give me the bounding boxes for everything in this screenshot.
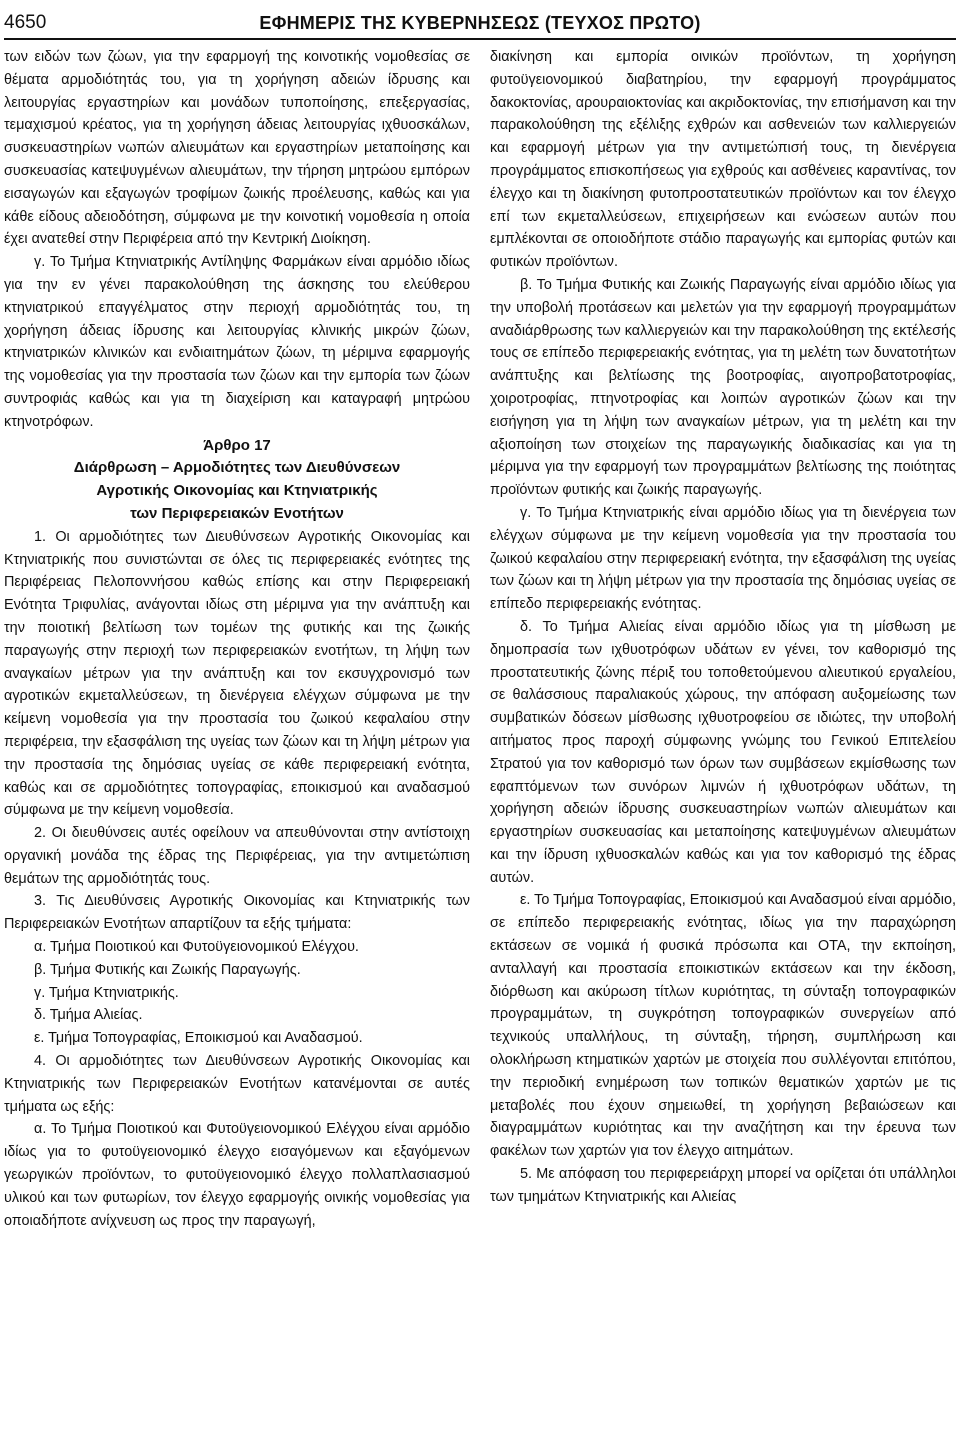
text-columns: [4, 46, 956, 1232]
paragraph: γ. Το Τμήμα Κτηνιατρικής είναι αρμόδιο ιδίως για τη διενέργεια των ελέγχων σύμφωνα με την κείμενη νομοθεσία για την προστασία του ζωικού κεφαλαίου στην περιφερειακή ενότητα, την εξασφάλιση της υγείας των ζώων και τη λήψη μέτρων για την προστασία της δημόσιας υγείας σε επίπεδο περιφερειακής ενότητας.: [490, 504, 956, 613]
paragraph: γ. Το Τμήμα Κτηνιατρικής Αντίληψης Φαρμάκων είναι αρμόδιο ιδίως για την εν γένει παρακολούθηση της άσκησης του ελεύθερου κτηνιατρικού επαγγέλματος στην περιοχή αρμοδιότητάς του, τη χορήγηση άδειας ίδρυσης και λειτουργίας κλινικής μικρών ζώων, κτηνιατρικών κλινικών και ενδιαιτημάτων ζώων, τη μέριμνα εφαρμογής της νομοθεσίας για την προστασία των ζώων και την εμπορία των ζώων συντροφιάς καθώς και για τη διαχείριση και καταγραφή μητρώου κτηνοτρόφων.: [4, 254, 470, 430]
paragraph: των ειδών των ζώων, για την εφαρμογή της κοινοτικής νομοθεσίας σε θέματα αρμοδιότητάς του, για τη χορήγηση αδειών ίδρυσης και λειτουργίας εργαστηρίων και μονάδων τυποποίησης, επεξεργασίας, τεμαχισμού κρέατος, για τη χορήγηση άδειας λειτουργίας ιχθυοσκάλων, συσκευαστηρίων νωπών αλιευμάτων και εργαστηρίων μεταποίησης και συσκευασίας κατεψυγμένων αλιευμάτων, την τήρηση μητρώου εμπόρων εισαγωγών και εξαγωγών τροφίμων ζωικής προέλευσης, καθώς και για κάθε είδους αδειοδότηση, σύμφωνα με την κοινοτική νομοθεσία η οποία έχει ανατεθεί στην Περιφέρεια από την Κεντρική Διοίκηση.: [4, 49, 470, 248]
list-item: ε. Τμήμα Τοπογραφίας, Εποικισμού και Αναδασμού.: [34, 1030, 363, 1047]
paragraph: α. Το Τμήμα Ποιοτικού και Φυτοϋγειονομικού Ελέγχου είναι αρμόδιο ιδίως για το φυτοϋγειονομικό έλεγχο εισαγόμενων και εξαγόμενων γεωργικών προϊόντων, το φυτοϋγειονομικό έλεγχο πολλαπλασιασμού υλικού και των φυτωρίων, τον έλεγχο εφαρμογής οινικής νομοθεσίας για οποιαδήποτε ανίχνευση ως προς την παραγωγή,: [4, 1121, 470, 1229]
article-number: Άρθρο 17: [203, 436, 271, 454]
article-heading: [4, 435, 470, 526]
paragraph: 1. Οι αρμοδιότητες των Διευθύνσεων Αγροτικής Οικονομίας και Κτηνιατρικής που συνιστώνται σε όλες τις περιφερειακές ενότητες της Περιφέρειας Πελοποννήσου καθώς επίσης και στην Περιφερειακή Ενότητα Τριφυλίας, ανάγονται ιδίως στη μέριμνα για την ανάπτυξη και την ποιοτική βελτίωση των τομέων της φυτικής και της ζωικής παραγωγής στην περιοχή των περιφερειακών ενοτήτων, τη λήψη των αναγκαίων μέτρων για την ανάπτυξη και τον εκσυγχρονισμό των αγροτικών εκμεταλλεύσεων, τη διενέργεια ελέγχων σύμφωνα με την κείμενη νομοθεσία για την προστασία του ζωικού κεφαλαίου στην περιφέρεια, την εξασφάλιση της υγείας των ζώων και τη λήψη μέτρων για την προστασία της δημόσιας υγείας σε κάθε περιφερειακή ενότητα, καθώς και σε αρμοδιότητες τοπογραφίας, εποικισμού και αναδασμού σύμφωνα με την κείμενη νομοθεσία.: [4, 528, 470, 819]
paragraph: ε. Το Τμήμα Τοπογραφίας, Εποικισμού και Αναδασμού είναι αρμόδιο, σε επίπεδο περιφερειακής ενότητας, ιδίως για την παραχώρηση εκτάσεων σε νομικά ή φυσικά πρόσωπα και ΟΤΑ, την εκποίηση, ανταλλαγή και προστασία εποικιστικών εκτάσεων και την έκδοση, διόρθωση και ακύρωση τίτλων κυριότητας, τη σύνταξη τοπογραφικών προγραμμάτων, τη συγκρότηση τοπογραφικών συνεργείων από τεχνικούς υπαλλήλους, τη σύνταξη, τήρηση, συμπλήρωση και ολοκλήρωση κτηματικών χαρτών με στοιχεία που συλλέγονται επιτόπου, την περιοδική ενημέρωση των τοπικών θεματικών χαρτών με τις μεταβολές που έχουν σημειωθεί, τη χορήγηση βεβαιώσεων και διαγραμμάτων κυριότητας και την αναζήτηση και την έρευνα των φακέλων των χαρτών για τον έλεγχο αιτημάτων.: [490, 892, 956, 1160]
page-header: [4, 6, 956, 40]
list-item: γ. Τμήμα Κτηνιατρικής.: [34, 984, 179, 1001]
paragraph: διακίνηση και εμπορία οινικών προϊόντων, τη χορήγηση φυτοϋγειονομικού διαβατηρίου, την εφαρμογή προγράμματος δακοκτονίας, αρουραιοκτονίας και ακριδοκτονίας, την επισήμανση και την παρακολούθηση της εξέλιξης εχθρών και ασθενειών των καλλιεργειών και εφαρμογή μέτρων για την αντιμετώπισή τους, τη διενέργεια προγράμματος επισκοπήσεως για εχθρούς και ασθένειες καραντίνας, τον έλεγχο και τη διακίνηση φυτοπροστατευτικών προϊόντων και τον έλεγχο επί των εκμεταλλεύσεων, επιχειρήσεων και ενώσεων αυτών που εμπλέκονται σε οποιοδήποτε στάδιο παραγωγής και εμπορίας φυτών και φυτικών προϊόντων.: [490, 49, 956, 271]
article-title-line: Διάρθρωση – Αρμοδιότητες των Διευθύνσεων: [73, 459, 401, 477]
list-item: α. Τμήμα Ποιοτικού και Φυτοϋγειονομικού Ελέγχου.: [34, 939, 359, 956]
paragraph: β. Το Τμήμα Φυτικής και Ζωικής Παραγωγής είναι αρμόδιο ιδίως για την υποβολή προτάσεων και μελετών για την εφαρμογή προγραμμάτων αναδιάρθρωσης των καλλιεργειών και την παρακολούθηση της εκτέλεσής τους σε επίπεδο περιφερειακής ενότητας, για τη μελέτη των δυνατοτήτων ανάπτυξης και βελτίωσης της βοοτροφίας, αιγοπροβατοτροφίας, χοιροτροφίας, πτηνοτροφίας και λοιπών αγροτικών ζώων και την εισήγηση για τη λήψη των αναγκαίων μέτρων, για τη μελέτη και την αξιοποίηση των στοιχείων της παραγωγικής διαδικασίας και για τη μέριμνα για την εφαρμογή των προγραμμάτων βελτίωσης της ποιότητας προϊόντων φυτικής και ζωικής παραγωγής.: [490, 276, 956, 499]
paragraph: δ. Το Τμήμα Αλιείας είναι αρμόδιο ιδίως για τη μίσθωση με δημοπρασία των ιχθυοτρόφων υδάτων εν γένει, τον καθορισμό της προστατευτικής ζώνης πέριξ του τοποθετούμενου αλιευτικού εργαλείου, σε θαλάσσιους παραλιακούς χώρους, την απόφαση αυξομείωσης των συμβατικών δόσεων μίσθωσης ιχθυοτροφείου σε ιδιώτες, την υποβολή αιτήματος προς παροχή σύμφωνης γνώμης του Γενικού Επιτελείου Στρατού για τον καθορισμό των όρων των συμβάσεων εκμίσθωσης των εφαπτόμενων των συνόρων λιμνών ή ιχθυοτρόφων υδάτων, τη χορήγηση αδειών ίδρυσης συσκευαστηρίων νωπών αλιευμάτων και εργαστηρίων συσκευασίας και μεταποίησης κατεψυγμένων αλιευμάτων και την ίδρυση ιχθυοσκαλών καθώς και για τον καθορισμό της έδρας αυτών.: [490, 618, 956, 886]
paragraph: 3. Τις Διευθύνσεις Αγροτικής Οικονομίας και Κτηνιατρικής των Περιφερειακών Ενοτήτων απαρτίζουν τα εξής τμήματα:: [4, 893, 470, 933]
article-title-line: Αγροτικής Οικονομίας και Κτηνιατρικής: [96, 482, 378, 500]
paragraph: 5. Με απόφαση του περιφερειάρχη μπορεί να ορίζεται ότι υπάλληλοι των τμημάτων Κτηνιατρικής και Αλιείας: [490, 1166, 956, 1205]
left-column: [4, 46, 470, 1232]
page-number: 4650: [4, 12, 47, 33]
list-item: β. Τμήμα Φυτικής και Ζωικής Παραγωγής.: [34, 961, 301, 978]
paragraph: 2. Οι διευθύνσεις αυτές οφείλουν να απευθύνονται στην αντίστοιχη οργανική μονάδα της έδρας της Περιφέρειας, για την αντιμετώπιση θεμάτων της αρμοδιότητάς τους.: [4, 825, 470, 887]
journal-title: ΕΦΗΜΕΡΙΣ ΤΗΣ ΚΥΒΕΡΝΗΣΕΩΣ (ΤΕΥΧΟΣ ΠΡΩΤΟ): [259, 13, 701, 33]
right-column: [490, 46, 956, 1232]
list-item: δ. Τμήμα Αλιείας.: [34, 1007, 143, 1024]
paragraph: 4. Οι αρμοδιότητες των Διευθύνσεων Αγροτικής Οικονομίας και Κτηνιατρικής των Περιφερειακών Ενοτήτων κατανέμονται σε αυτές τμήματα ως εξής:: [4, 1053, 470, 1115]
article-title-line: των Περιφερειακών Ενοτήτων: [130, 504, 344, 522]
